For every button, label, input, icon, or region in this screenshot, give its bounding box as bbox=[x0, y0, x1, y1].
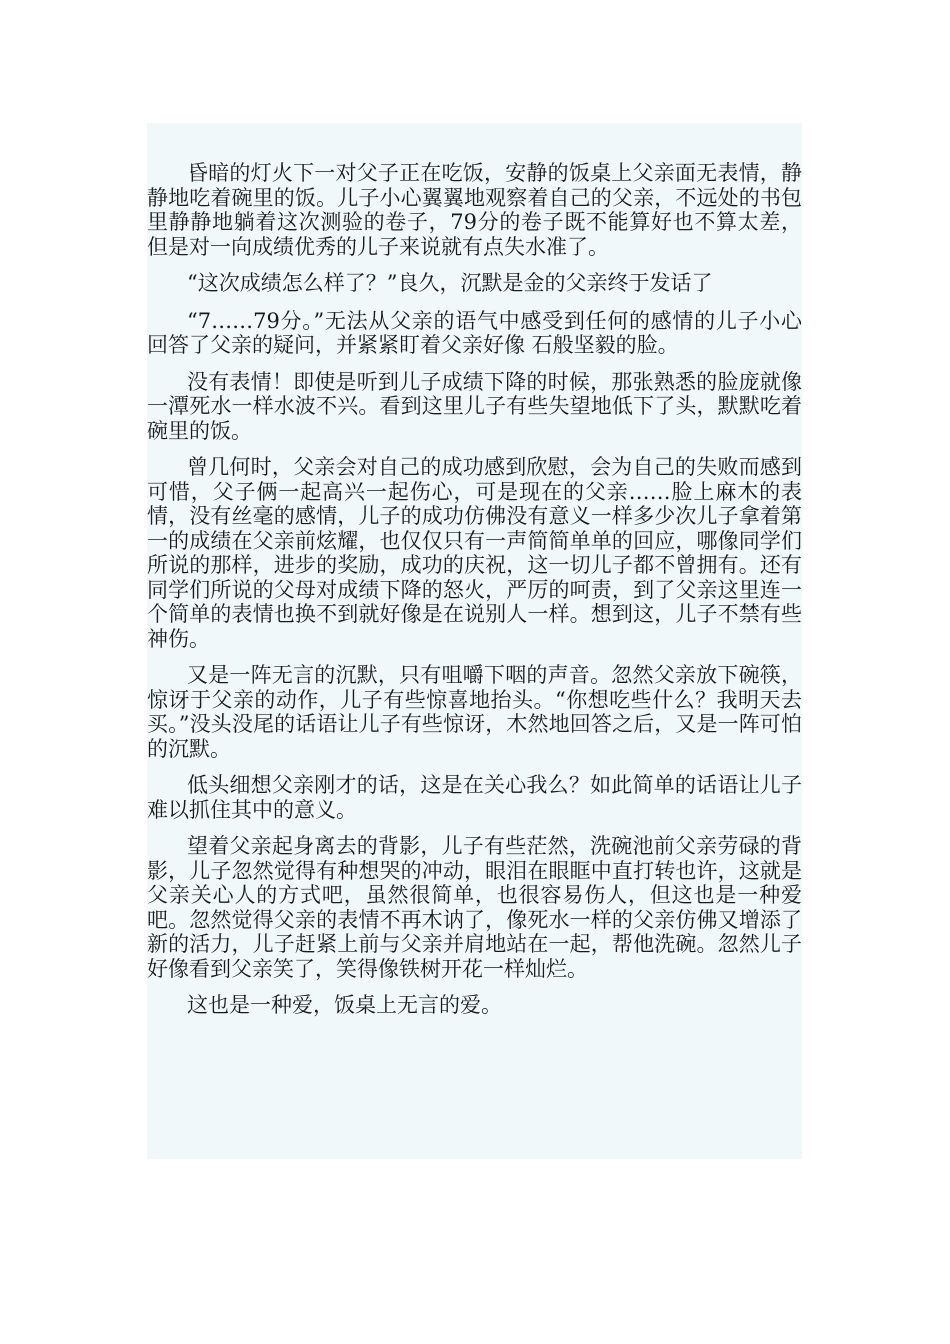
paragraph-5: 曾几何时，父亲会对自己的成功感到欣慰，会为自己的失败而感到可惜，父子俩一起高兴一起伤心，可是现在的父亲……脸上麻木的表情，没有丝毫的感情，儿子的成功仿佛没有意义一样多少次儿子拿着第一的成绩在父亲前炫耀，也仅仅只有一声简简单单的回应，哪像同学们所说的那样，进步的奖励，成功的庆祝，这一切儿子都不曾拥有。还有同学们所说的父母对成绩下降的怒火，严厉的呵责，到了父亲这里连一个简单的表情也换不到就好像是在说别人一样。想到这，儿子不禁有些神伤。 bbox=[147, 455, 802, 651]
paragraph-8: 望着父亲起身离去的背影，儿子有些茫然，洗碗池前父亲劳碌的背影，儿子忽然觉得有种想哭的冲动，眼泪在眼眶中直打转也许，这就是父亲关心人的方式吧，虽然很简单，也很容易伤人，但这也是一种爱吧。忽然觉得父亲的表情不再木讷了，像死水一样的父亲仿佛又增添了新的活力，儿子赶紧上前与父亲并肩地站在一起，帮他洗碗。忽然儿子好像看到父亲笑了，笑得像铁树开花一样灿烂。 bbox=[147, 834, 802, 981]
paragraph-9: 这也是一种爱，饭桌上无言的爱。 bbox=[187, 993, 502, 1017]
paragraph-7: 低头细想父亲刚才的话，这是在关心我么？如此简单的话语让儿子难以抓住其中的意义。 bbox=[147, 773, 802, 822]
paragraph-4: 没有表情！即使是听到儿子成绩下降的时候，那张熟悉的脸庞就像一潭死水一样水波不兴。看到这里儿子有些失望地低下了头，默默吃着碗里的饭。 bbox=[147, 369, 802, 443]
essay-text-block bbox=[147, 123, 802, 1159]
paragraph-3: “7……79分。”无法从父亲的语气中感受到任何的感情的儿子小心回答了父亲的疑问，并紧紧盯着父亲好像 石般坚毅的脸。 bbox=[147, 308, 802, 357]
paragraph-2: “这次成绩怎么样了？”良久，沉默是金的父亲终于发话了 bbox=[187, 271, 713, 295]
paragraph-6: 又是一阵无言的沉默，只有咀嚼下咽的声音。忽然父亲放下碗筷，惊讶于父亲的动作，儿子有些惊喜地抬头。“你想吃些什么？我明天去买。”没头没尾的话语让儿子有些惊讶，木然地回答之后，又是一阵可怕的沉默。 bbox=[147, 663, 802, 761]
paragraph-1: 昏暗的灯火下一对父子正在吃饭，安静的饭桌上父亲面无表情，静静地吃着碗里的饭。儿子小心翼翼地观察着自己的父亲，不远处的书包里静静地躺着这次测验的卷子，79分的卷子既不能算好也不算太差，但是对一向成绩优秀的儿子来说就有点失水准了。 bbox=[147, 161, 802, 259]
